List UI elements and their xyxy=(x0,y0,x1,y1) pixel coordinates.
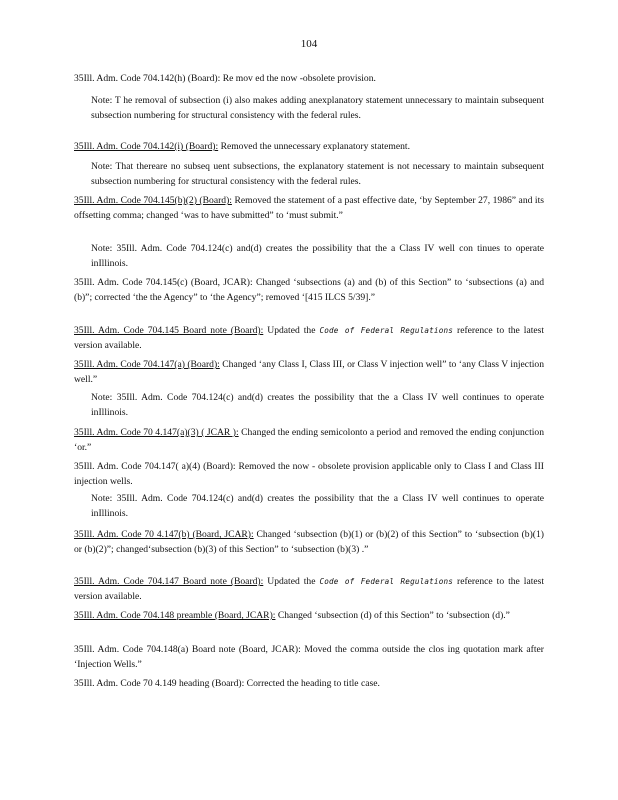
change-text: Corrected the heading to title case. xyxy=(246,678,380,689)
change-text: Changed ‘subsection (b)(1) or (b)(2) of this Section” to ‘subsection (b)(1) or (b)(2)”; changed‘subsection (b)(3) of this Section” to ‘subsection (b)(3) .” xyxy=(74,529,544,555)
change-text: Re mov ed the now -obsolete provision. xyxy=(222,73,376,84)
entry-704-142-h xyxy=(74,72,544,87)
citation: 35Ill. Adm. Code 704.142(h) (Board): xyxy=(74,73,221,84)
citation: 35Ill. Adm. Code 704.147( a)(4) (Board): xyxy=(74,461,236,472)
change-text: Removed the unnecessary explanatory statement. xyxy=(220,141,410,152)
change-text: reference to the latest version available. xyxy=(74,576,545,602)
entry-704-149-heading xyxy=(74,677,544,692)
cfr-title: Code of Federal Regulations xyxy=(319,577,454,586)
citation: 35Ill. Adm. Code 704.148(a) Board note (Board, JCAR): xyxy=(74,644,301,655)
entry-704-145-b-2 xyxy=(74,194,544,223)
citation: 35Ill. Adm. Code 704.147(a) (Board): xyxy=(74,359,220,370)
citation: 35Ill. Adm. Code 704.142(i) (Board): xyxy=(74,141,219,152)
entry-704-147-board-note xyxy=(74,575,544,604)
change-text: Updated the xyxy=(267,576,316,587)
entry-704-147-a-4 xyxy=(74,460,544,489)
citation: 35Ill. Adm. Code 704.147 Board note (Board): xyxy=(74,576,264,587)
change-text: Removed the now - obsolete provision applicable only to Class I and Class III injection wells. xyxy=(74,461,545,487)
entry-704-148-a-board-note xyxy=(74,643,544,672)
change-text: Changed ‘any Class I, Class III, or Class V injection well” to ‘any Class V injection well.” xyxy=(74,359,544,385)
page-number: 104 xyxy=(300,38,318,50)
change-text: Moved the comma outside the clos ing quotation mark after ‘Injection Wells.” xyxy=(74,644,544,670)
entry-704-142-i xyxy=(74,140,544,155)
change-text: reference to the latest version available. xyxy=(74,325,545,351)
change-text: Updated the xyxy=(267,325,316,336)
citation: 35Ill. Adm. Code 704.145 Board note (Board): xyxy=(74,325,264,336)
note: Note: 35Ill. Adm. Code 704.124(c) and(d) creates the possibility that the a Class IV well continues to operate inIllinois. xyxy=(91,493,544,519)
entry-704-145-board-note xyxy=(74,324,544,353)
citation: 35Ill. Adm. Code 704.145(c) (Board, JCAR): xyxy=(74,277,253,288)
citation: 35Ill. Adm. Code 70 4.147(a)(3) ( JCAR ): xyxy=(74,427,239,438)
entry-704-147-a-3 xyxy=(74,426,544,455)
note: Note: T he removal of subsection (i) also makes adding anexplanatory statement unnecessary to maintain subsequent subsection numbering for structural consistency with the federal rules. xyxy=(91,95,544,121)
entry-704-148-preamble xyxy=(74,609,544,624)
change-text: Changed the ending semicolonto a period and removed the ending conjunction ‘or.” xyxy=(74,427,544,453)
note: Note: 35Ill. Adm. Code 704.124(c) and(d) creates the possibility that the a Class IV well continues to operate inIllinois. xyxy=(91,392,544,418)
entry-704-147-b xyxy=(74,528,544,557)
change-text: Removed the statement of a past effective date, ‘by September 27, 1986” and its offsetting comma; changed ‘was to have submitted” to ‘must submit.” xyxy=(74,195,544,221)
citation: 35Ill. Adm. Code 704.148 preamble (Board, JCAR): xyxy=(74,610,276,621)
note: Note: 35Ill. Adm. Code 704.124(c) and(d) creates the possibility that the a Class IV well con tinues to operate inIllinois. xyxy=(91,243,544,269)
note: Note: That thereare no subseq uent subsections, the explanatory statement is not necessary to maintain subsequent subsection numbering for structural consistency with the federal rules. xyxy=(91,161,544,187)
change-text: Changed ‘subsections (a) and (b) of this Section” to ‘subsections (a) and (b)”; corrected ‘the the Agency” to ‘the Agency”; removed ‘[415 ILCS 5/39].” xyxy=(74,277,544,303)
entry-704-145-c xyxy=(74,276,544,305)
entry-704-147-a xyxy=(74,358,544,387)
cfr-title: Code of Federal Regulations xyxy=(319,326,454,335)
citation: 35Ill. Adm. Code 70 4.147(b) (Board, JCAR): xyxy=(74,529,254,540)
citation: 35Ill. Adm. Code 704.145(b)(2) (Board): xyxy=(74,195,232,206)
citation: 35Ill. Adm. Code 70 4.149 heading (Board): xyxy=(74,678,245,689)
change-text: Changed ‘subsection (d) of this Section” to ‘subsection (d).” xyxy=(277,610,510,621)
